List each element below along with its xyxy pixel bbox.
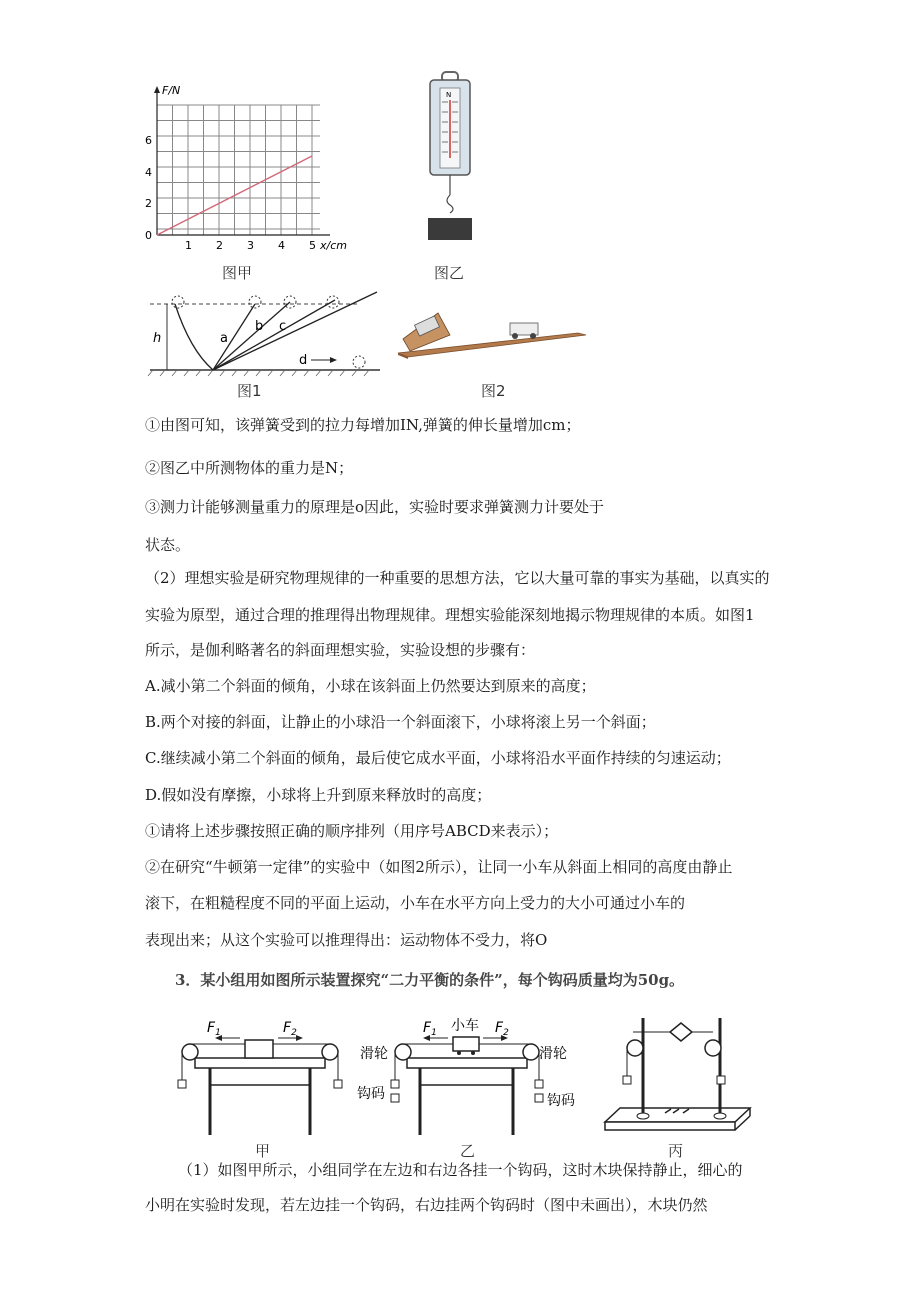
path-label-a: a — [220, 331, 228, 346]
x-tick: 5 — [309, 239, 316, 252]
text-line: （1）如图甲所示，小组同学在左边和右边各挂一个钩码，这时木块保持静止，细心的 — [178, 1161, 743, 1179]
text-line: D.假如没有摩擦，小球将上升到原来释放时的高度； — [145, 786, 492, 804]
caption-balance-bing: 丙 — [668, 1142, 684, 1160]
text-line: 表现出来；从这个实验可以推理得出：运动物体不受力，将O — [145, 931, 548, 949]
force-label-f2-yi: $F_2$ — [495, 1020, 509, 1038]
apparatus-jia — [178, 1035, 342, 1135]
force-label-f1: $F_1$ — [207, 1020, 221, 1038]
question-heading: 3．某小组用如图所示装置探究“二力平衡的条件”，每个钩码质量均为50g。 — [175, 971, 685, 989]
y-tick: 2 — [145, 197, 152, 210]
apparatus-bing — [605, 1018, 750, 1130]
pulley-label-left: 滑轮 — [360, 1046, 388, 1062]
caption-balance-jia: 甲 — [255, 1142, 271, 1160]
caption-balance-yi: 乙 — [460, 1142, 476, 1160]
y-axis-label: F/N — [162, 84, 181, 97]
x-tick: 4 — [278, 239, 285, 252]
text-line: 滚下，在粗糙程度不同的平面上运动，小车在水平方向上受力的大小可通过小车的 — [145, 894, 686, 912]
caption-incline: 图1 — [237, 382, 262, 400]
origin-label: 0 — [145, 229, 152, 242]
caption-spring-scale: 图乙 — [434, 264, 465, 282]
text-line: 实验为原型，通过合理的推理得出物理规律。理想实验能深刻地揭示物理规律的本质。如图1 — [145, 606, 755, 624]
y-tick: 6 — [145, 134, 152, 147]
spring-scale — [420, 70, 480, 245]
text-line: ①由图可知，该弹簧受到的拉力每增加IN,弹簧的伸长量增加cm； — [145, 416, 581, 434]
cart-ramp-figure — [398, 305, 588, 360]
text-line: ③测力计能够测量重力的原理是o因此，实验时要求弹簧测力计要处于 — [145, 498, 605, 516]
x-axis-label: x/cm — [320, 239, 347, 252]
text-line: （2）理想实验是研究物理规律的一种重要的思想方法，它以大量可靠的事实为基础，以真实的 — [145, 569, 770, 587]
pulley-label-right: 滑轮 — [539, 1046, 567, 1062]
text-line: 小明在实验时发现，若左边挂一个钩码，右边挂两个钩码时（图中未画出），木块仍然 — [145, 1196, 708, 1214]
text-line: 所示，是伽利略著名的斜面理想实验，实验设想的步骤有： — [145, 641, 536, 659]
text-line: A.减小第二个斜面的倾角，小球在该斜面上仍然要达到原来的高度； — [145, 677, 596, 695]
cart-label: 小车 — [451, 1018, 479, 1034]
path-label-d: d — [299, 353, 308, 368]
apparatus-yi — [391, 1035, 543, 1135]
weights-label-left: 钩码 — [357, 1086, 385, 1102]
x-tick: 3 — [247, 239, 254, 252]
x-tick: 1 — [185, 239, 192, 252]
path-label-c: c — [279, 319, 287, 334]
path-label-b: b — [255, 319, 264, 334]
text-line: ②在研究“牛顿第一定律”的实验中（如图2所示），让同一小车从斜面上相同的高度由静止 — [145, 858, 733, 876]
text-line: ①请将上述步骤按照正确的顺序排列（用序号ABCD来表示）； — [145, 822, 559, 840]
y-tick: 4 — [145, 166, 152, 179]
force-label-f1-yi: $F_1$ — [423, 1020, 437, 1038]
text-line: 状态。 — [145, 536, 191, 554]
weights-label-right: 钩码 — [547, 1093, 575, 1109]
caption-graph: 图甲 — [222, 264, 253, 282]
galileo-incline-figure — [145, 290, 385, 380]
x-tick: 2 — [216, 239, 223, 252]
height-label: h — [153, 331, 162, 346]
text-line: C.继续减小第二个斜面的倾角，最后使它成水平面，小球将沿水平面作持续的匀速运动； — [145, 749, 731, 767]
caption-cart: 图2 — [481, 382, 506, 400]
text-line: ②图乙中所测物体的重力是N； — [145, 459, 354, 477]
force-label-f2: $F_2$ — [283, 1020, 297, 1038]
scale-unit-label: N — [446, 91, 452, 99]
force-extension-graph — [140, 80, 347, 265]
balance-apparatus-figure — [175, 1010, 755, 1140]
text-line: B.两个对接的斜面，让静止的小球沿一个斜面滚下，小球将滚上另一个斜面； — [145, 713, 656, 731]
